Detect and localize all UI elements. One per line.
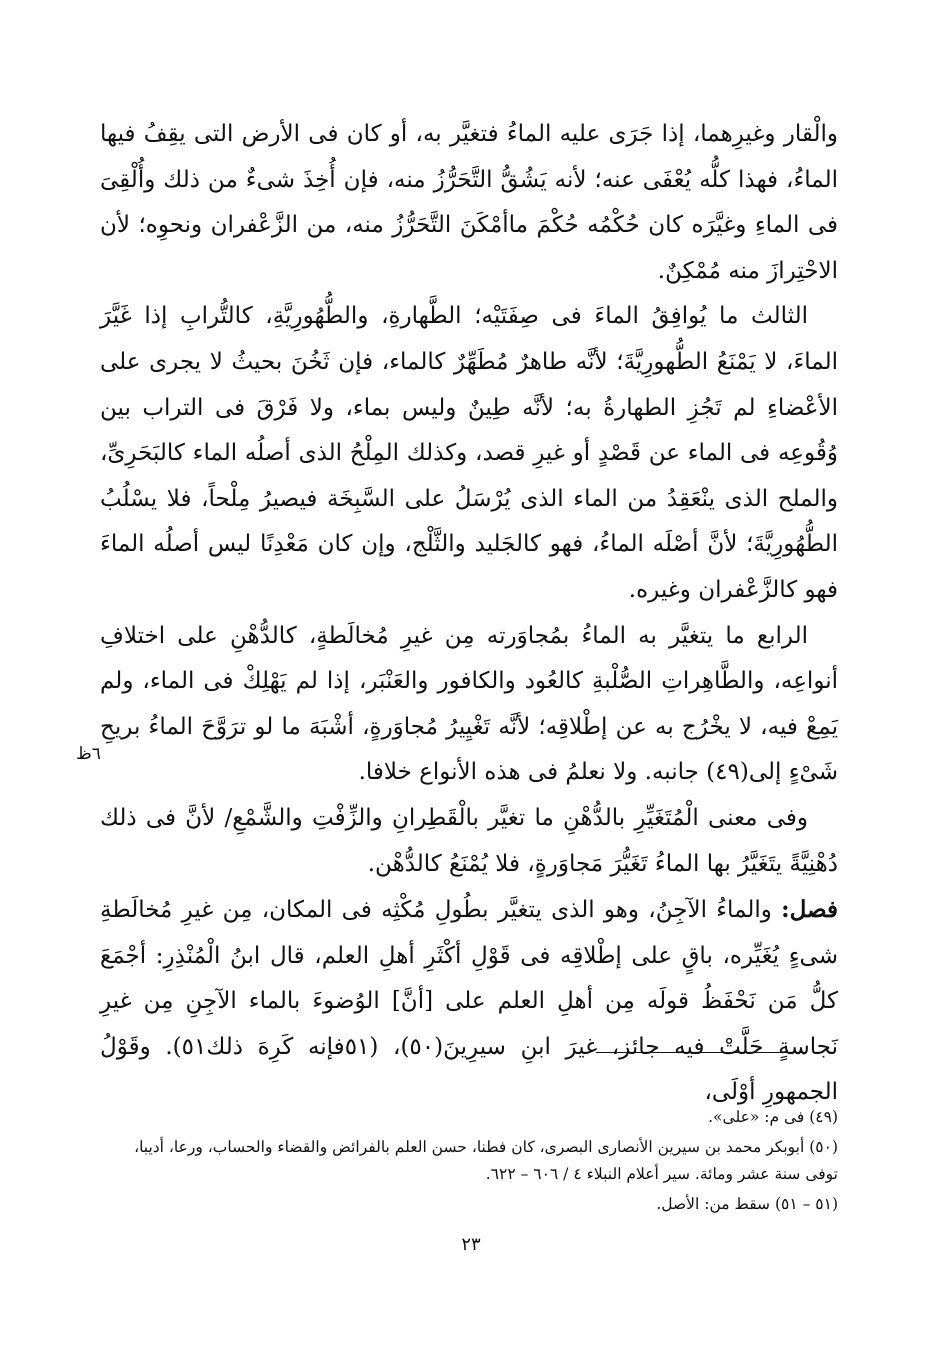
fasl-text: والماءُ الآجِنُ، وهو الذى يتغيَّر بطُولِ مُكْثِه فى المكان، مِن غيرِ مُخالَطةِ شىءٍ يُغَيِّره، باقٍ على إطْلاقِه فى قَوْلِ أكْثَرِ أهلِ العلم، قال ابنُ الْمُنْذِرِ: أجْمَعَ كلُّ مَن نَحْفَظُ قولَه مِن أهلِ العلم على [أنَّ] الوُضوءَ بالماء الآجِنِ مِن غيرِ نَجاسةٍ حَلَّتْ فيه جائز، غيرَ ابنِ سيرِينَ(٥٠)، (٥١فإنه كَرِهَ ذلك٥١). وقَوْلُ الجمهورِ أوْلَى، [100, 897, 838, 1106]
paragraph-continuation: والْقار وغيرِهما، إذا جَرَى عليه الماءُ فتغيَّر به، أو كان فى الأرض التى يقِفُ فيها الماءُ، فهذا كلُّه يُعْفَى عنه؛ لأنه يَشُقُّ التَّحَرُّزُ منه، فإن أُخِذَ شىءٌ من ذلك وأُلْقِىَ فى الماءِ وغيَّرَه كان حُكْمُه حُكْمَ ماأمْكَنَ التَّحَرُّزُ منه، من الزَّعْفران ونحوِه؛ لأن الاحْتِرازَ منه مُمْكِنٌ. [100, 121, 838, 284]
footnotes-block [100, 1104, 838, 1221]
main-text-block [100, 112, 838, 1116]
paragraph-third-type: الثالث ما يُوافِقُ الماءَ فى صِفَتَيْه؛ الطَّهارةِ، والطُّهُورِيَّةِ، كالتُّرابِ إذا غَيَّرَ الماءَ، لا يَمْنَعُ الطُّهورِيَّةَ؛ لأنَّه طاهرٌ مُطَهِّرٌ كالماء، فإن ثَخُنَ بحيثُ لا يجرى على الأعْضاءِ لم تَجُزِ الطهارةُ به؛ لأنَّه طِينٌ وليس بماء، ولا فَرْقَ فى التراب بين وُقُوعِه فى الماء عن قَصْدٍ أو غيرِ قصد، وكذلك المِلْحُ الذى أصلُه الماء كالبَحَرِىِّ، والملح الذى ينْعَقِدُ من الماء الذى يُرْسَلُ على السَّبِخَة فيصيرُ مِلْحاً، فلا يسْلُبُ الطُّهُورِيَّةَ؛ لأنَّ أصْلَه الماءُ، فهو كالجَليد والثَّلْج، وإن كان مَعْدِنًا ليس أصلُه الماءَ فهو كالزَّعْفران وغيره. [100, 303, 838, 603]
paragraph-fourth-type: الرابع ما يتغيَّر به الماءُ بمُجاوَرته مِن غيرِ مُخالَطةٍ، كالدُّهْنِ على اختلافِ أنواعِه، والطَّاهِراتِ الصُّلْبةِ كالعُود والكافور والعَنْبَر، إذا لم يَهْلِكْ فى الماء، ولم يَمِعْ فيه، لا يخْرُج به عن إطْلاقِه؛ لأنَّه تَغْيِيرُ مُجاوَرةٍ، أشْبَهَ ما لو ترَوَّحَ الماءُ بريحِ شَىْءٍ إلى(٤٩) جانبه. ولا نعلمُ فى هذه الأنواع خلافا. [100, 622, 838, 786]
margin-folio-note: ٦ظ [76, 744, 101, 764]
footnote-49: (٤٩) فى م: «على». [708, 1108, 838, 1126]
footnote-51: (٥١ – ٥١) سقط من: الأصل. [656, 1195, 838, 1213]
fasl-heading: فصل: [781, 896, 838, 924]
paragraph-tar-pitch: وفى معنى الْمُتَغَيِّرِ بالدُّهْنِ ما تغيَّر بالْقَطِرانِ والزِّفْتِ والشَّمْعِ/ لأنَّ فى ذلك دُهْنِيَّةً يتَغَيَّرُ بها الماءُ تَغَيُّرَ مَجاوَرةٍ، فلا يُمْنَعُ كالدُّهْن. [100, 804, 838, 877]
page-number: ٢٣ [461, 1234, 481, 1255]
footnote-separator [596, 1052, 806, 1053]
footnote-50: (٥٠) أبوبكر محمد بن سيرين الأنصارى البصرى، كان فطنا، حسن العلم بالفرائض والقضاء والحساب، ورعا، أديبا، توفى سنة عشر ومائة. سير أعلام النبلاء ٤ / ٦٠٦ – ٦٢٢. [134, 1138, 838, 1183]
paragraph-fasl [100, 887, 838, 1116]
